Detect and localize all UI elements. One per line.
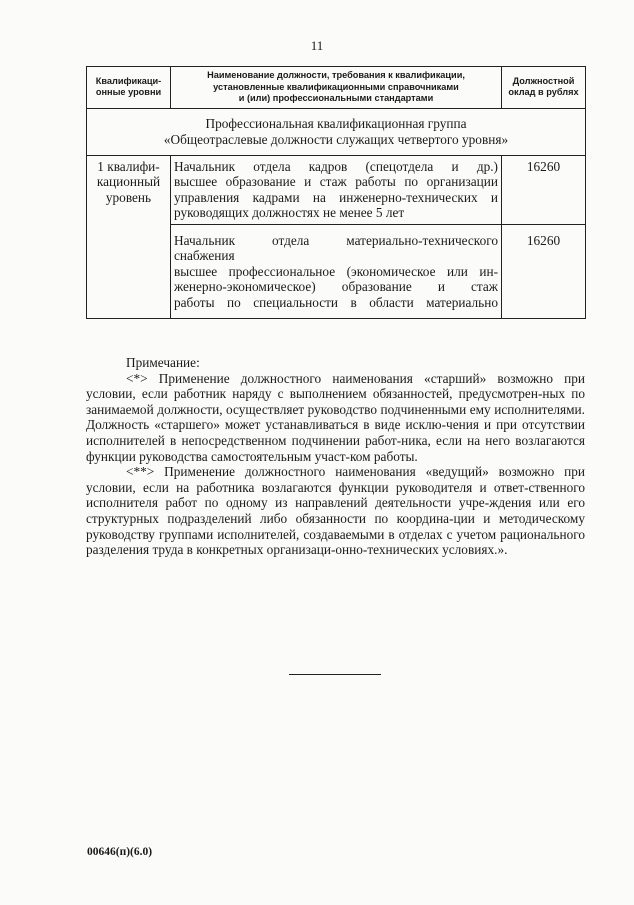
note-senior: <*> Применение должностного наименования «старший» возможно при условии, если работник наряду с выполнением обязанностей, предусмотрен-ных по занимаемой должности, осуществляет руководство подчиненными ему исполнителями. Должность «старшего» может устанавливаться в виде исклю-чения и при отсутствии исполнителей в непосредственном подчинении работ-ника, если на него возлагаются функции руководства самостоятельным участ-ком работы. [86, 370, 585, 464]
row2-line2: снабжения [174, 248, 235, 263]
group-title: Профессиональная квалификационная группа «Общеотраслевые должности служащих четвертого уровня» [87, 108, 586, 155]
position-description-2 [171, 224, 502, 319]
header-salary: Должностной оклад в рублях [502, 67, 586, 109]
row2-line5: работы по специальности в области материально [174, 294, 498, 310]
header-levels: Квалификаци- онные уровни [87, 67, 171, 109]
page-number: 11 [310, 38, 324, 53]
row1-line4: руководящих должностях не менее 5 лет [174, 205, 405, 220]
notes-section [86, 355, 585, 558]
group-title-row [87, 108, 586, 155]
row1-line3: управления кадрами на инженерно-технических и [174, 189, 498, 205]
row2-line3: высшее профессиональное (экономическое или ин- [174, 263, 498, 279]
document-code: 00646(п)(6.0) [87, 846, 153, 858]
divider-line [289, 674, 381, 675]
qualification-table [86, 66, 586, 319]
note-leading: <**> Применение должностного наименования «ведущий» возможно при условии, если на работника возлагаются функции руководителя и ответ-ственного исполнителя работ по одному из направлений деятельности учре-ждения или его структурных подразделений либо обязанности по координа-ции и методическому руководству группами исполнителей, создаваемыми в отделах с учетом рационального разделения труда в конкретных организаци-онно-технических условиях.». [86, 464, 585, 558]
header-position-requirements: Наименование должности, требования к квалификации, установленные квалификационными справочниками и (или) профессиональными стандартами [171, 67, 502, 109]
row2-line1: Начальник отдела материально-технического [174, 232, 498, 248]
position-description-1 [171, 155, 502, 224]
salary-value-1: 16260 [502, 155, 586, 224]
notes-title: Примечание: [126, 355, 200, 370]
salary-value-2: 16260 [502, 224, 586, 319]
row1-line2: высшее образование и стаж работы по организации [174, 174, 498, 189]
table-row [87, 155, 586, 224]
row1-line1: Начальник отдела кадров (спецотдела и др.) [174, 158, 498, 174]
table-header-row [87, 67, 586, 109]
qualification-level: 1 квалифи- кационный уровень [87, 155, 171, 319]
row2-line4: женерно-экономическое) образование и стаж [174, 279, 498, 294]
